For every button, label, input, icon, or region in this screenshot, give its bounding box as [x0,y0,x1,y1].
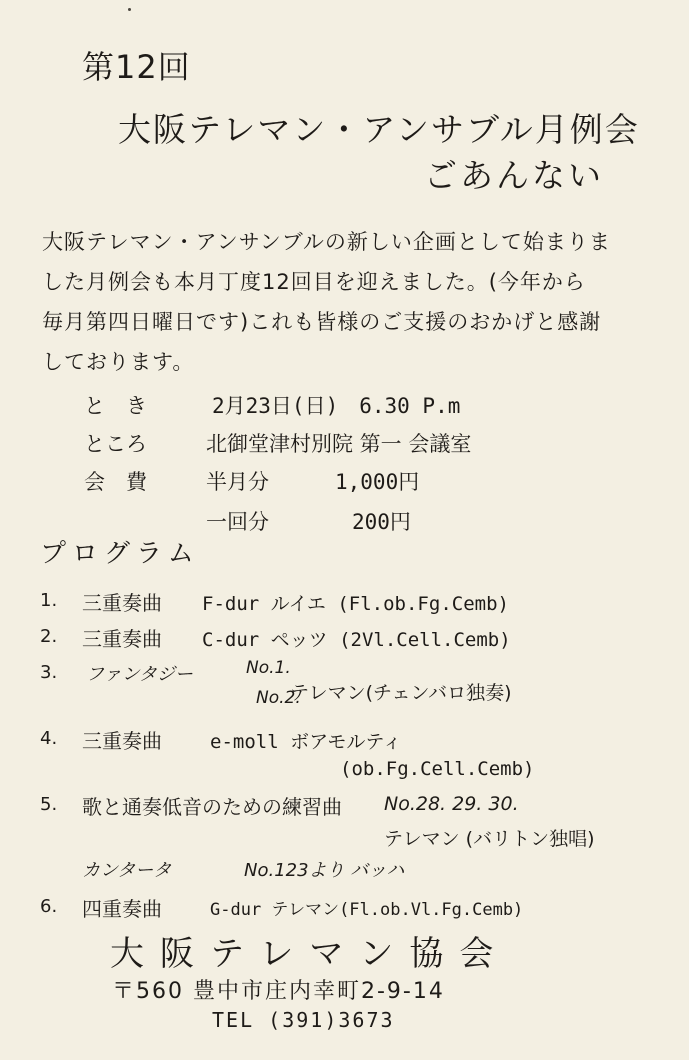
document-title: 大阪テレマン・アンサブル月例会 [118,110,640,149]
program-item-detail: G-dur テレマン(Fl.ob.Vl.Fg.Cemb) [210,900,524,920]
fee-half-value: 1,000円 [335,470,420,494]
intro-line: しております。 [42,350,195,374]
program-item-detail: C-dur ペッツ (2Vl.Cell.Cemb) [202,629,511,651]
paper-speck [128,8,131,11]
program-item-detail-continued: テレマン (バリトン独唱) [384,828,595,850]
program-item-title: 四重奏曲 [82,897,162,921]
program-item-number: 3. [40,662,58,683]
organization-address: 〒560 豊中市庄内幸町2-9-14 [112,979,445,1004]
program-item-title: 三重奏曲 [82,627,162,651]
when-label: と き [84,394,147,418]
intro-line: 毎月第四日曜日です)これも皆様のご支援のおかげと感謝 [42,310,602,334]
document-subtitle: ごあんない [424,156,604,195]
organization-name: 大阪テレマン協会 [110,934,510,974]
fee-once-label: 一回分 [206,510,269,534]
program-item-detail: F-dur ルイエ (Fl.ob.Fg.Cemb) [202,593,509,615]
program-item-detail: No.123より バッハ [244,860,405,881]
when-value: 2月23日(日) 6.30 P.m [212,394,461,418]
fee-half-label: 半月分 [206,470,269,494]
intro-line: 大阪テレマン・アンサンブルの新しい企画として始まりま [42,230,611,254]
program-item-no2: No.2. [256,688,301,708]
program-item-title: 歌と通奏低音のための練習曲 [82,795,342,819]
fee-label: 会 費 [84,470,147,494]
program-item-detail: テレマン(チェンバロ独奏) [290,682,512,704]
program-item-no1: No.1. [246,658,291,678]
organization-phone: TEL (391)3673 [212,1008,395,1032]
program-item-number: 5. [40,794,58,815]
program-item-detail-continued: (ob.Fg.Cell.Cemb) [340,758,535,780]
where-value: 北御堂津村別院 第一 会議室 [206,432,472,456]
where-label: ところ [84,432,147,456]
program-item-title: カンタータ [82,860,172,881]
program-item-detail: No.28. 29. 30. [384,793,519,815]
program-item-number: 4. [40,728,58,749]
program-item-title: 三重奏曲 [82,729,162,753]
program-item-number: 2. [40,626,58,647]
intro-line: した月例会も本月丁度12回目を迎えました。(今年から [42,270,586,294]
program-item-detail: e-moll ボアモルティ [210,731,402,753]
fee-once-value: 200円 [352,510,411,534]
issue-number: 第12回 [82,48,191,86]
program-item-title: ファンタジー [86,664,193,685]
program-item-title: 三重奏曲 [82,591,162,615]
program-item-number: 1. [40,590,58,611]
program-heading: プログラム [40,539,200,569]
program-item-number: 6. [40,896,58,917]
